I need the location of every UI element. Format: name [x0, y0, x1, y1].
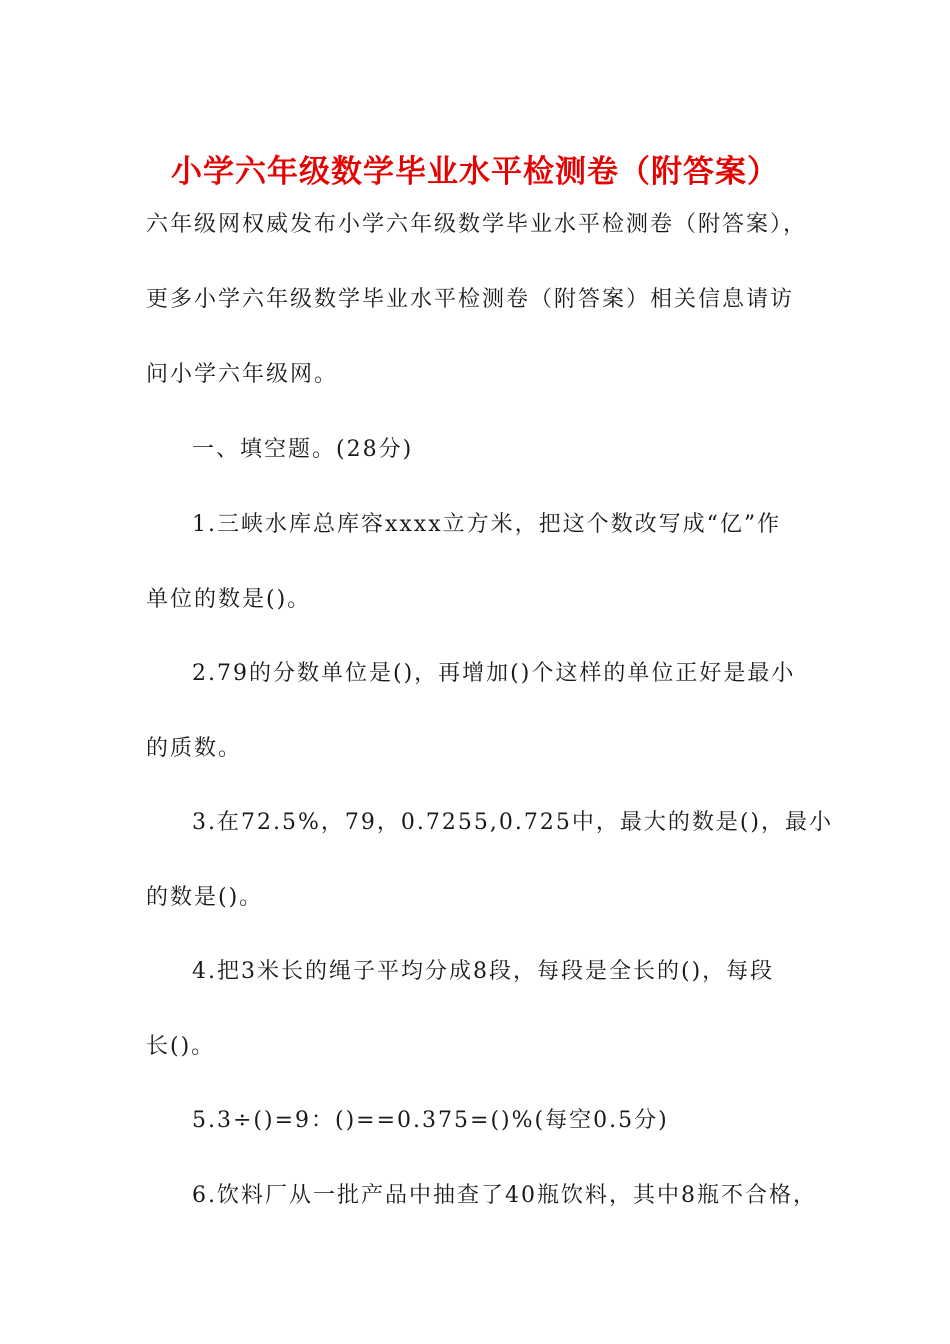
question-1-line-1: 1.三峡水库总库容xxxx立方米，把这个数改写成“亿”作	[192, 512, 782, 537]
question-1-line-2: 单位的数是()。	[146, 587, 312, 612]
question-4-line-2: 长()。	[146, 1034, 216, 1059]
intro-line-1: 六年级网权威发布小学六年级数学毕业水平检测卷（附答案），	[146, 212, 808, 237]
question-2-line-2: 的质数。	[146, 736, 243, 761]
section-heading: 一、填空题。(28分)	[192, 437, 414, 462]
question-2-line-1: 2.79的分数单位是()，再增加()个这样的单位正好是最小	[192, 661, 796, 686]
question-6-line-1: 6.饮料厂从一批产品中抽查了40瓶饮料，其中8瓶不合格，	[192, 1183, 817, 1208]
intro-line-2: 更多小学六年级数学毕业水平检测卷（附答案）相关信息请访	[146, 287, 795, 312]
document-title: 小学六年级数学毕业水平检测卷（附答案）	[171, 154, 779, 190]
question-3-line-2: 的数是()。	[146, 885, 264, 910]
intro-line-3: 问小学六年级网。	[146, 362, 339, 387]
question-3-line-1: 3.在72.5%，79，0.7255,0.725中，最大的数是()，最小	[192, 810, 833, 835]
question-4-line-1: 4.把3米长的绳子平均分成8段，每段是全长的()，每段	[192, 959, 775, 984]
question-5-line-1: 5.3÷()=9：()==0.375=()%(每空0.5分)	[192, 1108, 669, 1133]
